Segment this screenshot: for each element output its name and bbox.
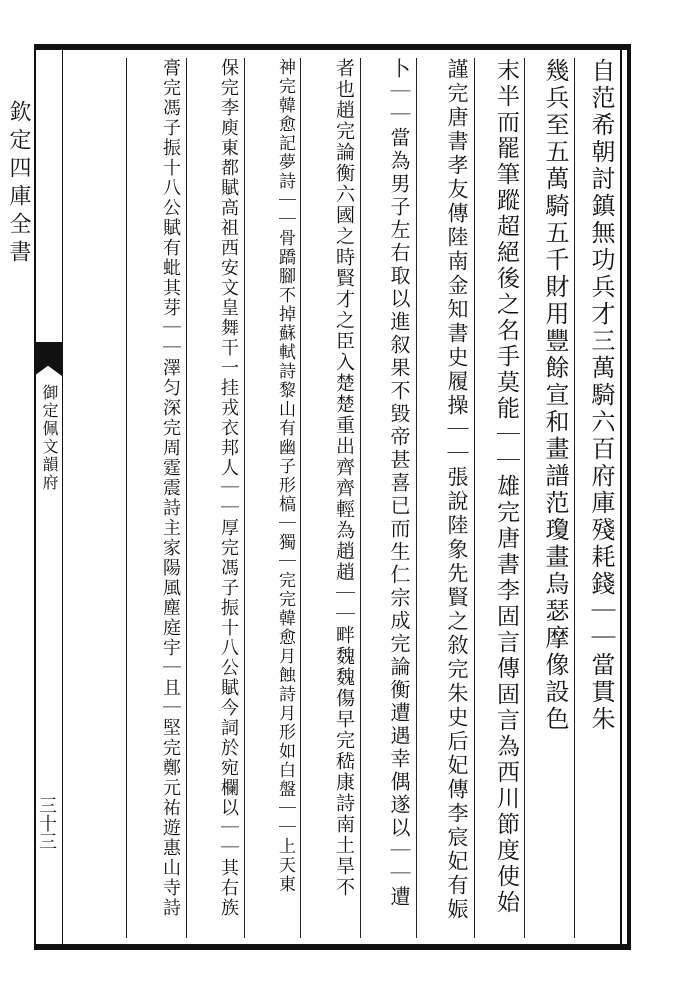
column-text: 幾兵至五萬騎五千財用豐餘宣和畫譜范瓊畫烏瑟摩像設色 [541,58,569,733]
book-title: 欽定四庫全書 [6,100,31,268]
text-column-5 [360,58,416,938]
column-text: 神完韓愈記夢詩｜｜骨蹻腳不掉蘇軾詩黎山有幽子形槁｜獨｜完完韓愈月蝕詩月形如白盤｜｜上天東 [275,58,295,894]
column-text: 卜｜｜當為男子左右取以進叙果不毀帝甚喜已而生仁宗成完論衡遭遇幸偶遂以｜｜遭 [387,58,411,909]
text-column-10 [64,58,126,938]
column-text: 自范希朝討鎮無功兵才三萬騎六百府庫殘耗錢｜｜當貫朱 [587,58,615,733]
column-text: 保完李庾東都賦高祖西安文皇舞干一挂戎衣邦人｜｜厚完馮子振十八公賦今詞於宛欄以｜｜其右族 [218,58,239,918]
text-column-3 [474,58,524,938]
margin-divider [62,44,63,950]
text-column-1 [574,58,620,938]
frame-inner-rule [620,44,622,950]
text-column-9 [126,58,186,938]
column-text: 者也趙完論衡六國之時賢才之臣入楚楚重出齊齊輕為趙趙｜｜畔魏魏傷早完嵇康詩南土旱不 [333,58,355,898]
text-column-8 [186,58,244,938]
fish-tail-mark [34,342,62,376]
text-column-7 [244,58,300,938]
volume-title: 御定佩文韻府 [40,384,59,492]
text-column-4 [416,58,474,938]
page-number: 三十三 [36,796,57,850]
column-text: 謹完唐書孝友傳陸南金知書史履操｜｜張說陸象先賢之敘完朱史后妃傳李宸妃有娠 [445,58,469,922]
text-column-2 [524,58,574,938]
page-margin [0,44,62,950]
column-text: 末半而罷筆蹤超絕後之名手莫能｜｜雄完唐書李固言傳固言為西川節度使始 [493,58,519,916]
column-text: 膏完馮子振十八公賦有蚍其芽｜｜澤匀深完周霆震詩主家陽風塵庭宇｜且｜堅完鄭元祐遊惠山寺詩 [160,58,181,918]
text-column-6 [300,58,360,938]
